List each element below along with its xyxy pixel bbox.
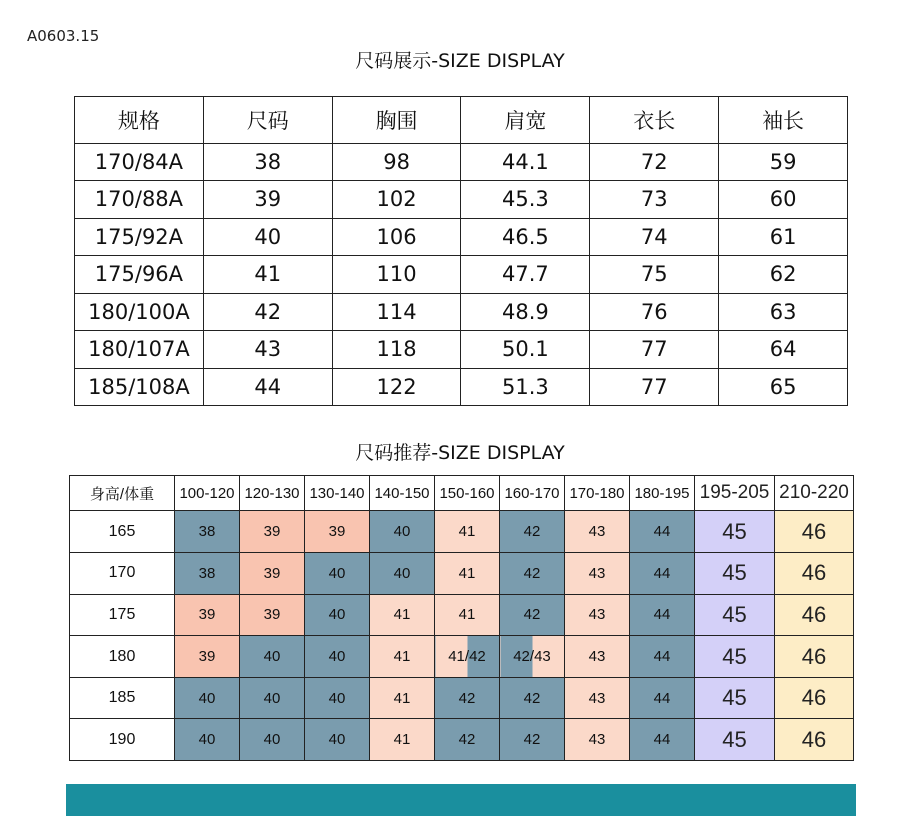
table-row [70, 636, 854, 678]
size-recommend-table [69, 475, 854, 761]
table-row [70, 677, 854, 719]
size-cell: 38 [175, 553, 240, 595]
size-cell: 46 [775, 511, 854, 553]
size-cell: 41 [370, 636, 435, 678]
table-cell: 45.3 [461, 181, 590, 219]
size-cell: 43 [565, 511, 630, 553]
table-row [75, 331, 848, 369]
table-row [70, 511, 854, 553]
table-cell: 110 [332, 256, 461, 294]
table-row [75, 181, 848, 219]
table-cell: 77 [590, 368, 719, 406]
header-cell: 肩宽 [461, 97, 590, 144]
size-cell: 46 [775, 719, 854, 761]
table-cell: 180/107A [75, 331, 204, 369]
table-row [75, 143, 848, 181]
size-cell: 39 [240, 511, 305, 553]
size-cell: 44 [630, 719, 695, 761]
corner-header: 身高/体重 [70, 476, 175, 511]
table-cell: 42 [203, 293, 332, 331]
table-row [75, 256, 848, 294]
bottom-accent-bar [66, 784, 856, 816]
size-cell: 42 [435, 677, 500, 719]
table-cell: 62 [719, 256, 848, 294]
size-cell: 41 [435, 511, 500, 553]
table-cell: 51.3 [461, 368, 590, 406]
table-cell: 39 [203, 181, 332, 219]
size-cell: 43 [565, 636, 630, 678]
size-cell: 43 [565, 677, 630, 719]
size-cell: 40 [305, 677, 370, 719]
height-cell: 180 [70, 636, 175, 678]
size-cell: 40 [370, 511, 435, 553]
size-cell: 42 [500, 511, 565, 553]
size-cell: 46 [775, 553, 854, 595]
size-cell: 44 [630, 553, 695, 595]
table-cell: 175/92A [75, 218, 204, 256]
size-cell: 45 [695, 719, 775, 761]
size-cell: 43 [565, 719, 630, 761]
table-row [70, 594, 854, 636]
size-cell: 42 [500, 553, 565, 595]
table-cell: 43 [203, 331, 332, 369]
table-cell: 185/108A [75, 368, 204, 406]
table-cell: 41 [203, 256, 332, 294]
size-cell: 44 [630, 636, 695, 678]
size-cell: 41 [435, 594, 500, 636]
table-cell: 72 [590, 143, 719, 181]
size-cell: 45 [695, 636, 775, 678]
height-cell: 175 [70, 594, 175, 636]
table-cell: 74 [590, 218, 719, 256]
table-cell: 77 [590, 331, 719, 369]
weight-header: 120-130 [240, 476, 305, 511]
table-row [70, 719, 854, 761]
table-cell: 102 [332, 181, 461, 219]
height-cell: 170 [70, 553, 175, 595]
table-row [70, 553, 854, 595]
size-cell: 45 [695, 677, 775, 719]
table-cell: 44.1 [461, 143, 590, 181]
header-cell: 尺码 [203, 97, 332, 144]
table-cell: 98 [332, 143, 461, 181]
table-header-row [75, 97, 848, 144]
size-cell: 42 [500, 677, 565, 719]
table-cell: 114 [332, 293, 461, 331]
height-cell: 165 [70, 511, 175, 553]
table-cell: 60 [719, 181, 848, 219]
size-cell: 40 [370, 553, 435, 595]
size-cell: 40 [305, 719, 370, 761]
size-display-title: 尺码展示-SIZE DISPLAY [355, 50, 565, 72]
size-cell: 40 [240, 636, 305, 678]
table-cell: 59 [719, 143, 848, 181]
weight-header: 210-220 [775, 476, 854, 511]
size-cell: 46 [775, 636, 854, 678]
table-cell: 63 [719, 293, 848, 331]
weight-header: 150-160 [435, 476, 500, 511]
weight-header: 170-180 [565, 476, 630, 511]
table-cell: 175/96A [75, 256, 204, 294]
header-cell: 胸围 [332, 97, 461, 144]
table-cell: 106 [332, 218, 461, 256]
size-display-table [74, 96, 848, 406]
recommend-header-row [70, 476, 854, 511]
size-cell: 43 [565, 594, 630, 636]
header-cell: 规格 [75, 97, 204, 144]
size-cell: 40 [305, 594, 370, 636]
weight-header: 140-150 [370, 476, 435, 511]
size-cell: 41 [370, 719, 435, 761]
size-cell: 44 [630, 511, 695, 553]
table-row [75, 218, 848, 256]
size-cell: 42 [500, 719, 565, 761]
table-cell: 40 [203, 218, 332, 256]
header-cell: 衣长 [590, 97, 719, 144]
table-row [75, 293, 848, 331]
size-cell: 42/43 [500, 636, 565, 678]
table-cell: 122 [332, 368, 461, 406]
weight-header: 160-170 [500, 476, 565, 511]
table-row [75, 368, 848, 406]
size-cell: 44 [630, 594, 695, 636]
table-cell: 46.5 [461, 218, 590, 256]
size-cell: 40 [175, 719, 240, 761]
table-cell: 50.1 [461, 331, 590, 369]
table-cell: 44 [203, 368, 332, 406]
height-cell: 185 [70, 677, 175, 719]
table-cell: 118 [332, 331, 461, 369]
size-cell: 40 [305, 636, 370, 678]
table-cell: 170/88A [75, 181, 204, 219]
size-cell: 40 [240, 719, 305, 761]
height-cell: 190 [70, 719, 175, 761]
size-cell: 46 [775, 594, 854, 636]
size-recommend-title: 尺码推荐-SIZE DISPLAY [355, 442, 565, 464]
table-cell: 180/100A [75, 293, 204, 331]
size-cell: 41 [370, 677, 435, 719]
table-cell: 64 [719, 331, 848, 369]
size-cell: 42 [435, 719, 500, 761]
size-cell: 46 [775, 677, 854, 719]
weight-header: 130-140 [305, 476, 370, 511]
table-cell: 75 [590, 256, 719, 294]
size-cell: 40 [175, 677, 240, 719]
table-cell: 48.9 [461, 293, 590, 331]
size-cell: 42 [500, 594, 565, 636]
size-cell: 44 [630, 677, 695, 719]
weight-header: 180-195 [630, 476, 695, 511]
table-cell: 47.7 [461, 256, 590, 294]
size-cell: 45 [695, 511, 775, 553]
size-cell: 38 [175, 511, 240, 553]
size-cell: 39 [240, 594, 305, 636]
header-cell: 袖长 [719, 97, 848, 144]
size-cell: 39 [175, 594, 240, 636]
weight-header: 195-205 [695, 476, 775, 511]
size-cell: 40 [240, 677, 305, 719]
size-cell: 41 [435, 553, 500, 595]
size-cell: 39 [240, 553, 305, 595]
product-code: A0603.15 [27, 27, 100, 45]
size-cell: 39 [175, 636, 240, 678]
size-cell: 45 [695, 594, 775, 636]
table-cell: 73 [590, 181, 719, 219]
size-cell: 45 [695, 553, 775, 595]
table-cell: 38 [203, 143, 332, 181]
table-cell: 61 [719, 218, 848, 256]
weight-header: 100-120 [175, 476, 240, 511]
size-cell: 41/42 [435, 636, 500, 678]
size-cell: 41 [370, 594, 435, 636]
size-cell: 43 [565, 553, 630, 595]
table-cell: 76 [590, 293, 719, 331]
size-cell: 40 [305, 553, 370, 595]
table-cell: 65 [719, 368, 848, 406]
size-cell: 39 [305, 511, 370, 553]
table-cell: 170/84A [75, 143, 204, 181]
